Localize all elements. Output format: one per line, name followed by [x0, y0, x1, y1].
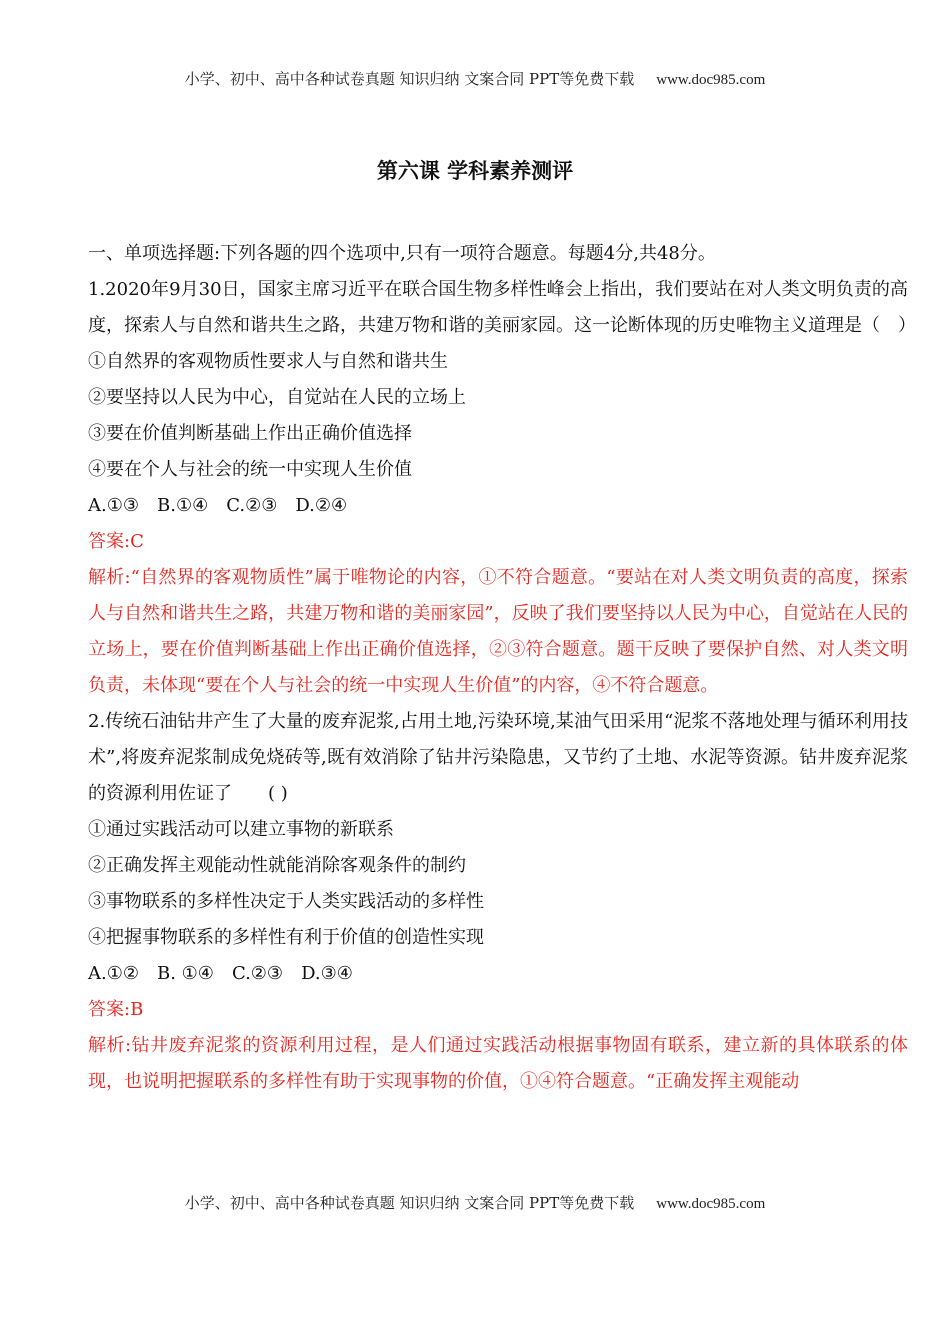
question-2-choices: A.①② B. ①④ C.②③ D.③④: [88, 963, 353, 984]
question-2-stem: 2.传统石油钻井产生了大量的废弃泥浆,占用土地,污染环境,某油气田采用“泥浆不落地处理与循环利用技术”,将废弃泥浆制成免烧砖等,既有效消除了钻井污染隐患，又节约了土地、水泥等资源。钻井废弃泥浆的资源利用佐证了 ( ): [88, 711, 908, 804]
question-1-answer: 答案:C: [88, 531, 144, 552]
question-2-option-3: ③事物联系的多样性决定于人类实践活动的多样性: [88, 891, 484, 912]
page-header: [0, 68, 950, 89]
question-2-option-1: ①通过实践活动可以建立事物的新联系: [88, 819, 394, 840]
page-footer: [0, 1192, 950, 1213]
question-2-answer: 答案:B: [88, 999, 144, 1020]
question-2-option-2: ②正确发挥主观能动性就能消除客观条件的制约: [88, 855, 466, 876]
question-1-option-3: ③要在价值判断基础上作出正确价值选择: [88, 423, 412, 444]
question-1-analysis: 解析:“自然界的客观物质性”属于唯物论的内容，①不符合题意。“要站在对人类文明负责的高度，探索人与自然和谐共生之路，共建万物和谐的美丽家园”，反映了我们要坚持以人民为中心，自觉站在人民的立场上，要在价值判断基础上作出正确价值选择，②③符合题意。题干反映了要保护自然、对人类文明负责，未体现“要在个人与社会的统一中实现人生价值”的内容，④不符合题意。: [88, 567, 908, 696]
header-site-link[interactable]: www.doc985.com: [656, 72, 766, 88]
question-1-choices: A.①③ B.①④ C.②③ D.②④: [88, 495, 348, 516]
footer-site-link[interactable]: www.doc985.com: [656, 1196, 766, 1212]
question-2-option-4: ④把握事物联系的多样性有利于价值的创造性实现: [88, 927, 484, 948]
page-title: 第六课 学科素养测评: [376, 158, 574, 183]
document-body: [88, 236, 916, 1100]
section-heading: 一、单项选择题:下列各题的四个选项中,只有一项符合题意。每题4分,共48分。: [88, 243, 716, 264]
footer-text: 小学、初中、高中各种试卷真题 知识归纳 文案合同 PPT等免费下载: [184, 1194, 635, 1212]
question-1-option-2: ②要坚持以人民为中心，自觉站在人民的立场上: [88, 387, 466, 408]
question-1-stem: 1.2020年9月30日，国家主席习近平在联合国生物多样性峰会上指出，我们要站在对人类文明负责的高度，探索人与自然和谐共生之路，共建万物和谐的美丽家园。这一论断体现的历史唯物主义道理是（ ）: [88, 279, 916, 336]
question-1-option-1: ①自然界的客观物质性要求人与自然和谐共生: [88, 351, 448, 372]
header-text: 小学、初中、高中各种试卷真题 知识归纳 文案合同 PPT等免费下载: [184, 70, 635, 88]
question-2-analysis: 解析:钻井废弃泥浆的资源利用过程，是人们通过实践活动根据事物固有联系，建立新的具体联系的体现，也说明把握联系的多样性有助于实现事物的价值，①④符合题意。“正确发挥主观能动: [88, 1035, 908, 1092]
question-1-option-4: ④要在个人与社会的统一中实现人生价值: [88, 459, 412, 480]
